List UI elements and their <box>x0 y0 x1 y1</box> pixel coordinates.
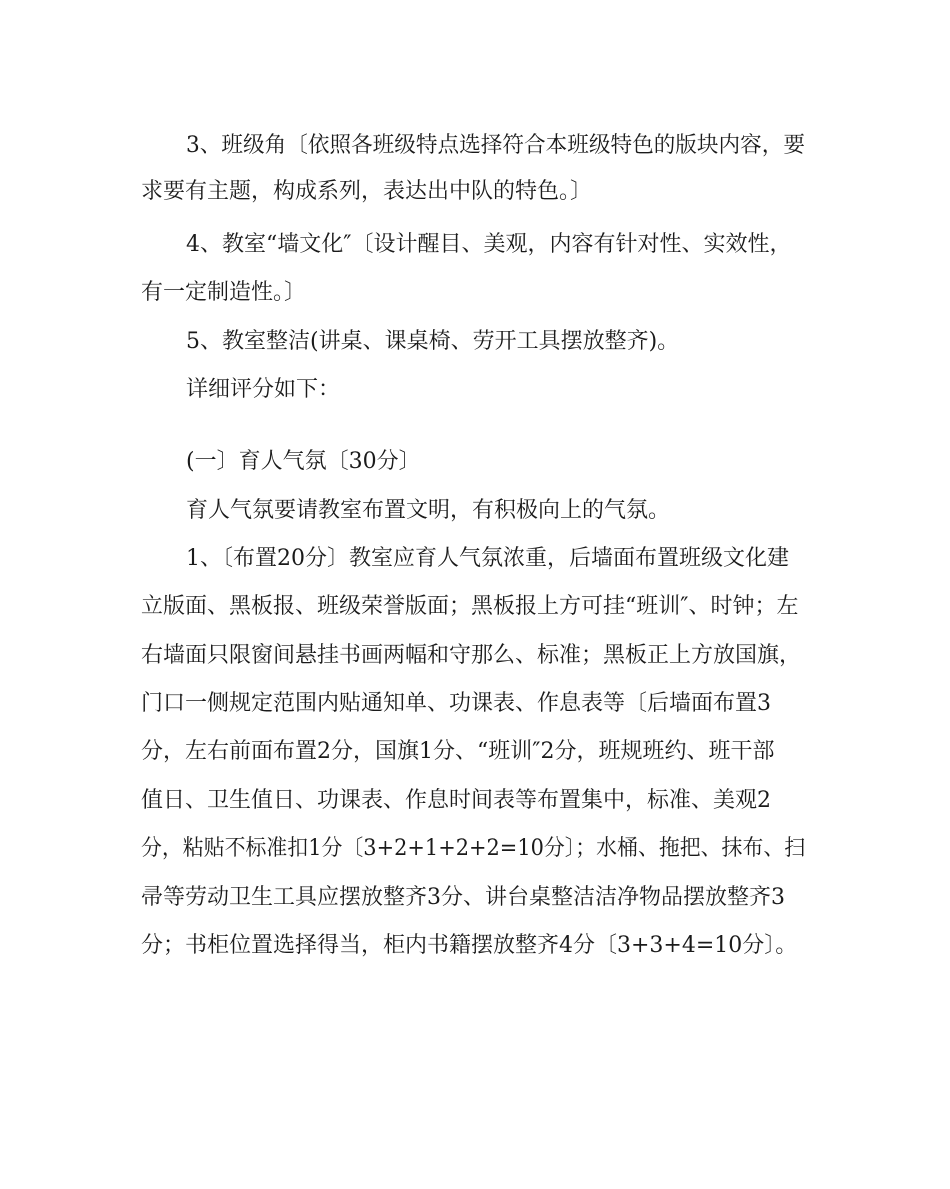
item-3-line-1: 3、班级角〔依照各班级特点选择符合本班级特色的版块内容，要 <box>186 133 805 158</box>
rule-1-line-4: 门口一侧规定范围内贴通知单、功课表、作息表等〔后墙面布置3 <box>141 691 771 716</box>
rule-1-line-3: 右墙面只限窗间悬挂书画两幅和守那么、标准；黑板正上方放国旗， <box>141 643 802 668</box>
rule-1-line-5: 分，左右前面布置2分，国旗1分、“班训″2分，班规班约、班干部 <box>141 739 775 764</box>
item-5-line: 5、教室整洁(讲桌、课桌椅、劳开工具摆放整齐)。 <box>186 329 680 354</box>
item-4-line-2: 有一定制造性。〕 <box>141 280 307 305</box>
rule-1-line-9: 分；书柜位置选择得当，柜内书籍摆放整齐4分〔3+3+4=10分〕。 <box>141 933 798 958</box>
rule-1-line-1: 1、〔布置20分〕教室应育人气氛浓重，后墙面布置班级文化建 <box>186 546 789 571</box>
item-4-line-1: 4、教室“墙文化″〔设计醒目、美观，内容有针对性、实效性， <box>186 232 792 257</box>
section-description: 育人气氛要请教室布置文明，有积极向上的气氛。 <box>186 498 671 523</box>
rule-1-line-6: 值日、卫生值日、功课表、作息时间表等布置集中，标准、美观2 <box>141 788 771 813</box>
section-heading: (一〕育人气氛〔30分〕 <box>186 449 421 474</box>
rule-1-line-8: 帚等劳动卫生工具应摆放整齐3分、讲台桌整洁洁净物品摆放整齐3 <box>141 885 785 910</box>
rule-1-line-2: 立版面、黑板报、班级荣誉版面；黑板报上方可挂“班训″、时钟；左 <box>141 594 799 619</box>
item-3-line-2: 求要有主题，构成系列，表达出中队的特色。〕 <box>141 179 593 204</box>
rule-1-line-7: 分，粘贴不标准扣1分〔3+2+1+2+2=10分〕；水桶、拖把、抹布、扫 <box>141 836 806 861</box>
scoring-intro: 详细评分如下： <box>186 377 341 402</box>
